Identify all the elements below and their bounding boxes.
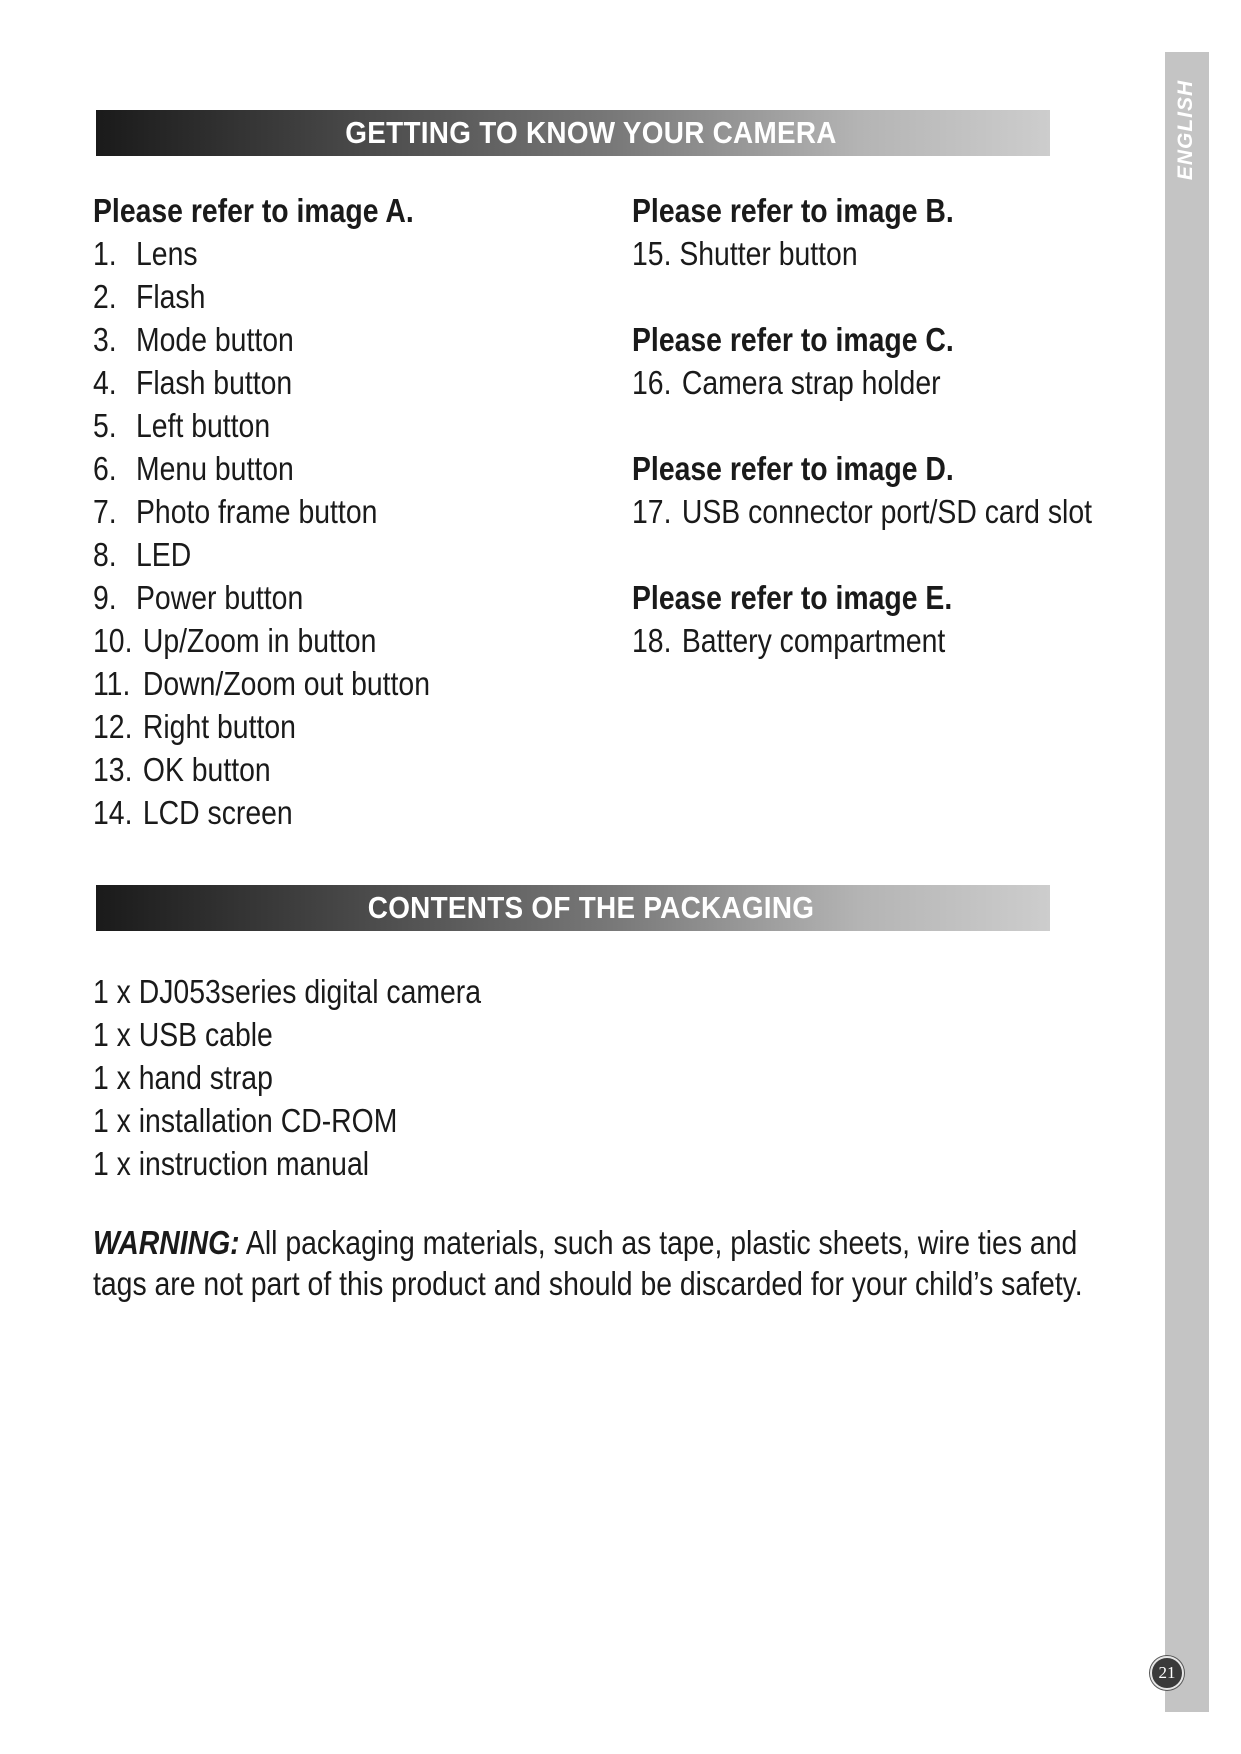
warning-text: All packaging materials, such as tape, plastic sheets, wire ties and tags are not part of this product and should be discarded for your child’s safety. [93, 1224, 1083, 1302]
item-number: 7. [93, 493, 117, 530]
language-label-text: ENGLISH [1174, 79, 1197, 181]
images-b-to-e-column [632, 190, 1167, 662]
list-item [632, 490, 1092, 533]
list-item: 1 x instruction manual [93, 1145, 370, 1182]
list-item [93, 361, 430, 404]
section-banner-contents [96, 885, 1050, 931]
item-number: 18. [632, 622, 672, 659]
item-text: Left button [136, 407, 271, 444]
warning-label: WARNING: [93, 1224, 240, 1261]
item-number: 4. [93, 364, 117, 401]
item-number: 10. [93, 622, 133, 659]
list-item [632, 619, 1092, 662]
item-text: Power button [136, 579, 304, 616]
item-number: 12. [93, 708, 133, 745]
image-a-column [93, 190, 485, 834]
list-item: 1 x DJ053series digital camera [93, 973, 482, 1010]
list-item [93, 404, 430, 447]
item-number: 11. [93, 665, 131, 702]
item-text: Right button [142, 708, 296, 745]
item-number: 9. [93, 579, 117, 616]
list-item [93, 490, 430, 533]
section-title: CONTENTS OF THE PACKAGING [367, 890, 815, 925]
list-item [632, 361, 1092, 404]
item-number: 8. [93, 536, 117, 573]
list-item [632, 232, 1092, 275]
item-number: 6. [93, 450, 117, 487]
list-item [93, 275, 430, 318]
item-text: LED [136, 536, 192, 573]
list-item [93, 748, 430, 791]
packaging-contents-list [93, 970, 544, 1185]
item-text: Battery compartment [681, 622, 946, 659]
image-d-heading: Please refer to image D. [632, 450, 954, 487]
list-item: 1 x USB cable [93, 1016, 273, 1053]
warning-paragraph [93, 1222, 1193, 1304]
item-number: 1. [93, 235, 117, 272]
page-number: 21 [1150, 1656, 1184, 1690]
list-item [93, 576, 430, 619]
list-item [93, 447, 430, 490]
item-text: Down/Zoom out button [142, 665, 430, 702]
list-item [93, 533, 430, 576]
item-text: Menu button [136, 450, 294, 487]
image-c-heading: Please refer to image C. [632, 321, 954, 358]
item-text: Mode button [136, 321, 294, 358]
image-b-heading: Please refer to image B. [632, 192, 954, 229]
item-text: LCD screen [142, 794, 293, 831]
list-item [93, 791, 430, 834]
item-text: Flash button [136, 364, 293, 401]
section-title: GETTING TO KNOW YOUR CAMERA [345, 115, 837, 150]
section-banner-getting-to-know [96, 110, 1050, 156]
item-text: USB connector port/SD card slot [681, 493, 1092, 530]
list-item [93, 232, 430, 275]
list-item: 1 x hand strap [93, 1059, 273, 1096]
item-text: OK button [142, 751, 271, 788]
item-number: 2. [93, 278, 117, 315]
language-side-tab [1165, 52, 1209, 1712]
item-number: 14. [93, 794, 133, 831]
image-a-heading: Please refer to image A. [93, 192, 414, 229]
item-text: Up/Zoom in button [142, 622, 377, 659]
list-item: 1 x installation CD-ROM [93, 1102, 398, 1139]
item-text: 15. Shutter button [632, 235, 858, 272]
item-number: 13. [93, 751, 133, 788]
list-item [93, 705, 430, 748]
item-text: Photo frame button [136, 493, 378, 530]
item-number: 17. [632, 493, 672, 530]
list-item [93, 318, 430, 361]
item-text: Camera strap holder [681, 364, 941, 401]
list-item [93, 619, 430, 662]
item-number: 5. [93, 407, 117, 444]
item-number: 3. [93, 321, 117, 358]
image-e-heading: Please refer to image E. [632, 579, 953, 616]
item-text: Lens [136, 235, 198, 272]
item-text: Flash [136, 278, 206, 315]
list-item [93, 662, 430, 705]
language-label [1149, 60, 1223, 200]
item-number: 16. [632, 364, 672, 401]
